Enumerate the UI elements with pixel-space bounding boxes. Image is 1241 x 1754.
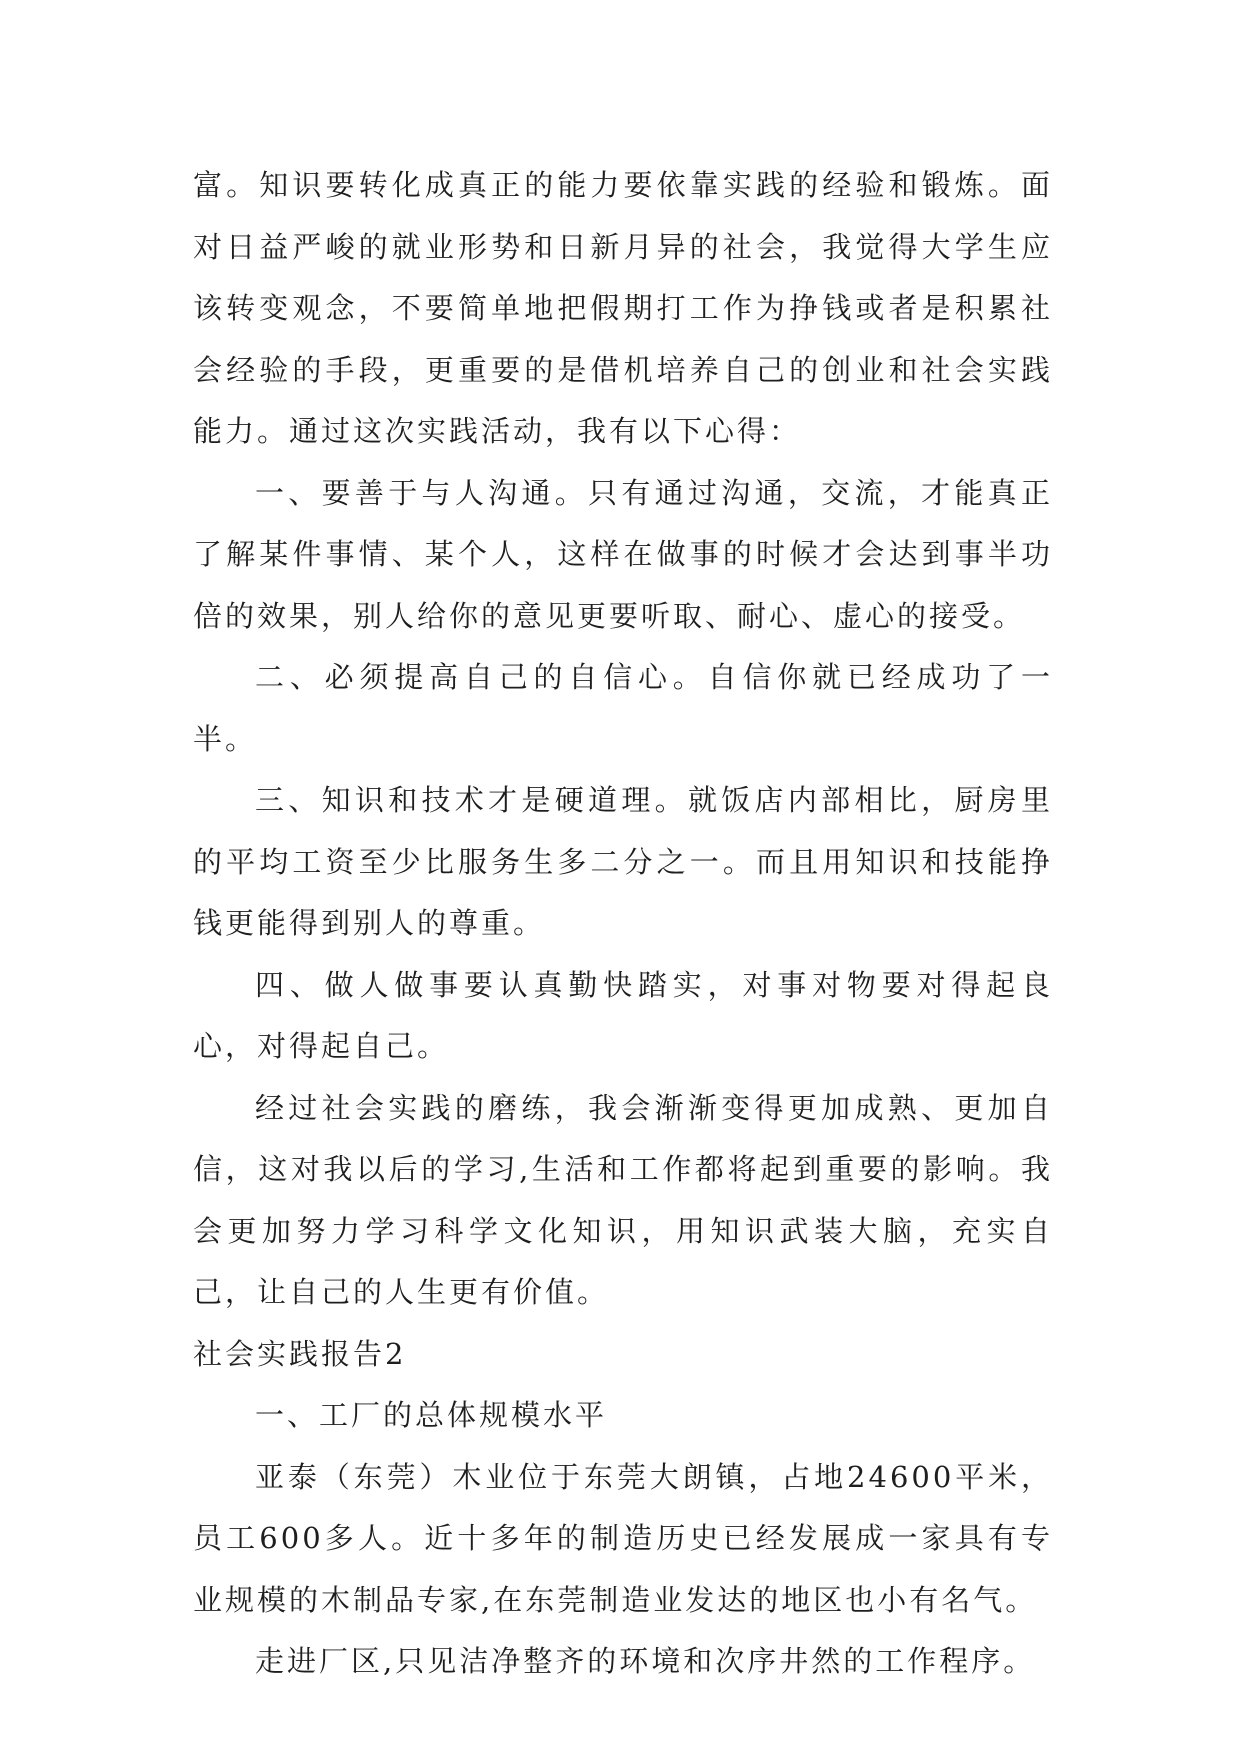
paragraph-point-one: 一、要善于与人沟通。只有通过沟通，交流，才能真正了解某件事情、某个人，这样在做事的时候才会达到事半功倍的效果，别人给你的意见更要听取、耐心、虚心的接受。 bbox=[193, 475, 1053, 633]
subsection-heading: 一、工厂的总体规模水平 bbox=[255, 1398, 608, 1432]
paragraph-intro-conclusion: 富。知识要转化成真正的能力要依靠实践的经验和锻炼。面对日益严峻的就业形势和日新月异的社会，我觉得大学生应该转变观念，不要简单地把假期打工作为挣钱或者是积累社会经验的手段，更重要的是借机培养自己的创业和社会实践能力。通过这次实践活动，我有以下心得： bbox=[193, 168, 1053, 448]
paragraph-factory-entrance: 走进厂区,只见洁净整齐的环境和次序井然的工作程序。 bbox=[255, 1644, 1036, 1678]
paragraph-point-four: 四、做人做事要认真勤快踏实，对事对物要对得起良心，对得起自己。 bbox=[193, 967, 1053, 1063]
section-heading: 社会实践报告2 bbox=[193, 1336, 407, 1371]
paragraph-point-two: 二、必须提高自己的自信心。自信你就已经成功了一半。 bbox=[193, 660, 1053, 756]
paragraph-point-three: 三、知识和技术才是硬道理。就饭店内部相比，厨房里的平均工资至少比服务生多二分之一。而且用知识和技能挣钱更能得到别人的尊重。 bbox=[193, 783, 1053, 940]
document-body bbox=[193, 155, 1053, 1693]
paragraph-summary: 经过社会实践的磨练，我会渐渐变得更加成熟、更加自信，这对我以后的学习,生活和工作都将起到重要的影响。我会更加努力学习科学文化知识，用知识武装大脑，充实自己，让自己的人生更有价值。 bbox=[193, 1090, 1053, 1309]
paragraph-factory-overview: 亚泰（东莞）木业位于东莞大朗镇，占地24600平米，员工600多人。近十多年的制造历史已经发展成一家具有专业规模的木制品专家,在东莞制造业发达的地区也小有名气。 bbox=[193, 1459, 1053, 1617]
